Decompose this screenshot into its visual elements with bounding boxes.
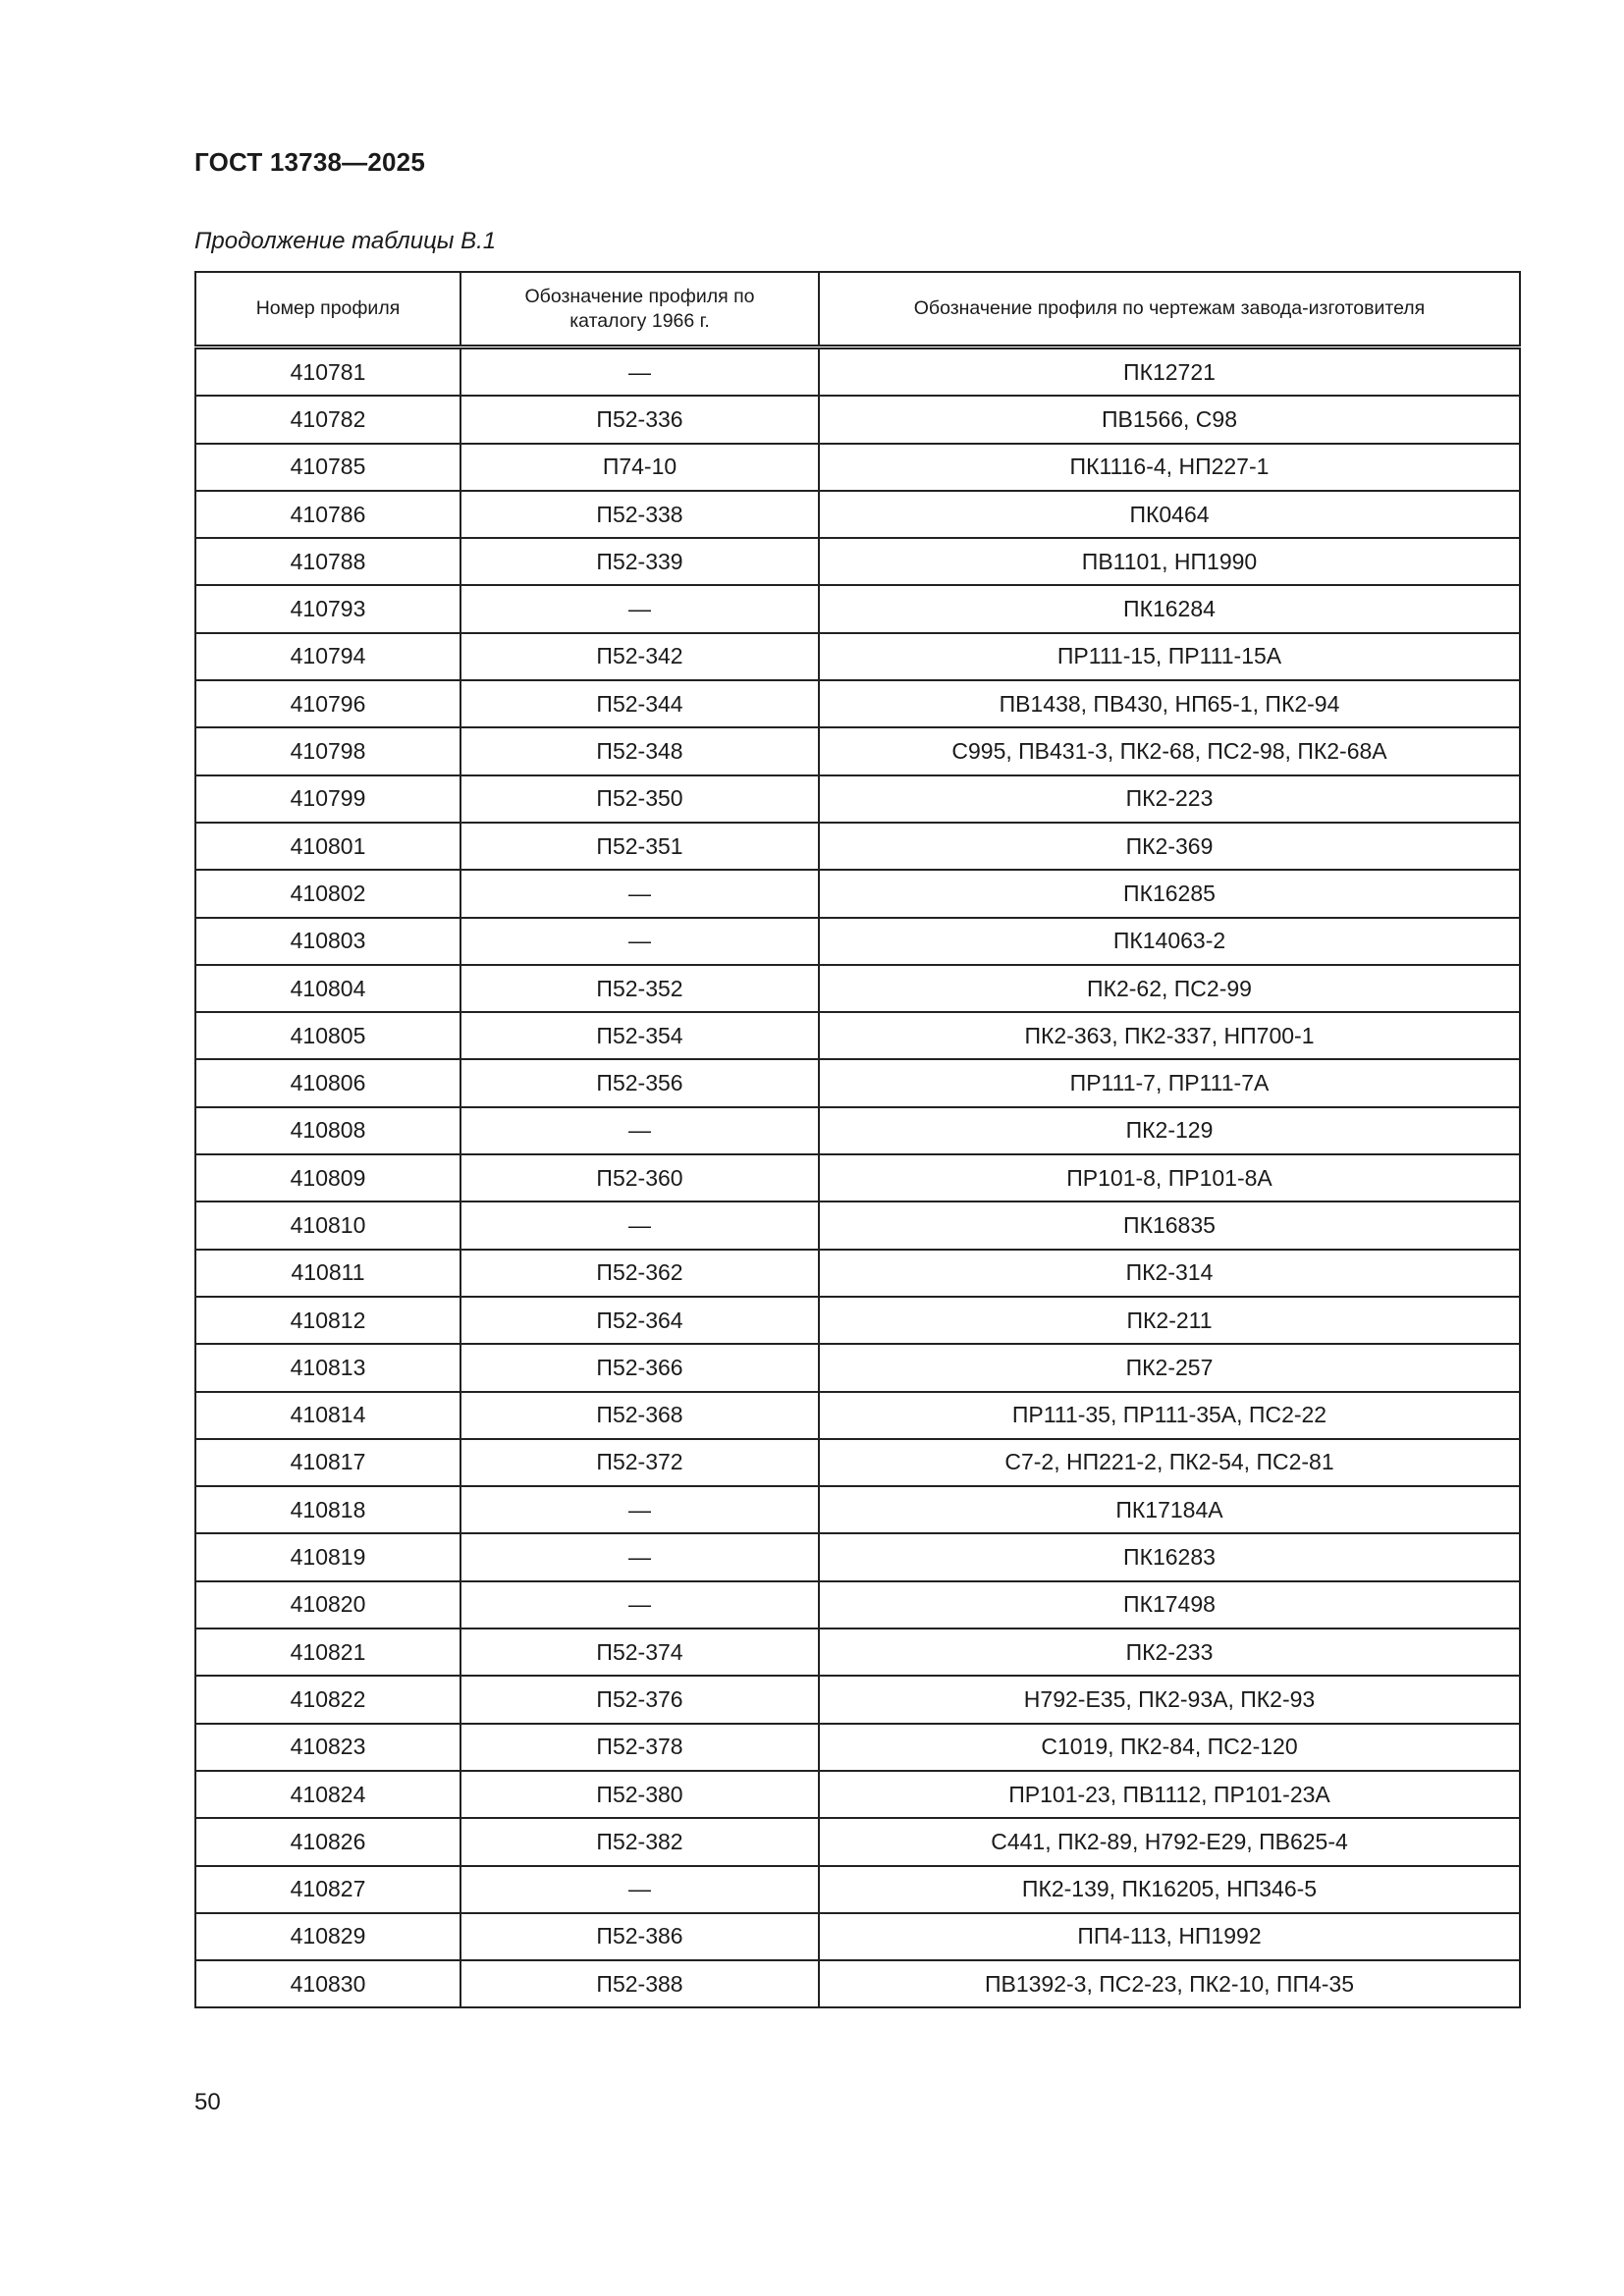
cell-profile-number: 410788 bbox=[195, 538, 460, 585]
table-row bbox=[195, 1533, 1520, 1580]
cell-factory-designation: С7-2, НП221-2, ПК2-54, ПС2-81 bbox=[819, 1439, 1520, 1486]
cell-catalog-1966: П52-380 bbox=[460, 1771, 819, 1818]
table-row bbox=[195, 918, 1520, 965]
cell-factory-designation: ПК16284 bbox=[819, 585, 1520, 632]
cell-profile-number: 410808 bbox=[195, 1107, 460, 1154]
page-number: 50 bbox=[194, 2089, 221, 2115]
table-row bbox=[195, 1392, 1520, 1439]
cell-factory-designation: ПК2-257 bbox=[819, 1344, 1520, 1391]
cell-catalog-1966: П52-342 bbox=[460, 633, 819, 680]
cell-factory-designation: ПК2-139, ПК16205, НП346-5 bbox=[819, 1866, 1520, 1913]
cell-catalog-1966: П52-354 bbox=[460, 1012, 819, 1059]
cell-catalog-1966: П52-364 bbox=[460, 1297, 819, 1344]
cell-profile-number: 410818 bbox=[195, 1486, 460, 1533]
cell-catalog-1966: — bbox=[460, 1107, 819, 1154]
cell-profile-number: 410786 bbox=[195, 491, 460, 538]
cell-profile-number: 410820 bbox=[195, 1581, 460, 1629]
table-row bbox=[195, 965, 1520, 1012]
cell-profile-number: 410812 bbox=[195, 1297, 460, 1344]
cell-profile-number: 410823 bbox=[195, 1724, 460, 1771]
table-row bbox=[195, 680, 1520, 727]
column-header-catalog-1966: Обозначение профиля по каталогу 1966 г. bbox=[460, 272, 819, 347]
cell-profile-number: 410824 bbox=[195, 1771, 460, 1818]
cell-catalog-1966: П52-348 bbox=[460, 727, 819, 774]
cell-profile-number: 410821 bbox=[195, 1629, 460, 1676]
cell-factory-designation: ПВ1392-3, ПС2-23, ПК2-10, ПП4-35 bbox=[819, 1960, 1520, 2007]
cell-profile-number: 410802 bbox=[195, 870, 460, 917]
cell-profile-number: 410785 bbox=[195, 444, 460, 491]
cell-factory-designation: ПР101-23, ПВ1112, ПР101-23А bbox=[819, 1771, 1520, 1818]
table-row bbox=[195, 1960, 1520, 2007]
cell-catalog-1966: — bbox=[460, 870, 819, 917]
profile-table bbox=[194, 271, 1521, 2008]
table-row bbox=[195, 870, 1520, 917]
cell-profile-number: 410781 bbox=[195, 347, 460, 397]
document-header: ГОСТ 13738—2025 bbox=[194, 147, 425, 177]
table-row bbox=[195, 1012, 1520, 1059]
table-header-row bbox=[195, 272, 1520, 347]
cell-factory-designation: ПР111-35, ПР111-35А, ПС2-22 bbox=[819, 1392, 1520, 1439]
cell-catalog-1966: П52-386 bbox=[460, 1913, 819, 1960]
cell-profile-number: 410827 bbox=[195, 1866, 460, 1913]
cell-profile-number: 410809 bbox=[195, 1154, 460, 1201]
cell-factory-designation: ПП4-113, НП1992 bbox=[819, 1913, 1520, 1960]
table-row bbox=[195, 1297, 1520, 1344]
table-row bbox=[195, 775, 1520, 823]
column-header-factory-drawings: Обозначение профиля по чертежам завода-изготовителя bbox=[819, 272, 1520, 347]
cell-catalog-1966: П52-376 bbox=[460, 1676, 819, 1723]
cell-profile-number: 410796 bbox=[195, 680, 460, 727]
cell-profile-number: 410822 bbox=[195, 1676, 460, 1723]
cell-factory-designation: С441, ПК2-89, Н792-Е29, ПВ625-4 bbox=[819, 1818, 1520, 1865]
table-row bbox=[195, 823, 1520, 870]
column-header-profile-number: Номер профиля bbox=[195, 272, 460, 347]
cell-factory-designation: ПК17498 bbox=[819, 1581, 1520, 1629]
cell-factory-designation: ПК2-369 bbox=[819, 823, 1520, 870]
cell-profile-number: 410793 bbox=[195, 585, 460, 632]
table-row bbox=[195, 1439, 1520, 1486]
cell-factory-designation: ПВ1101, НП1990 bbox=[819, 538, 1520, 585]
table-row bbox=[195, 347, 1520, 397]
cell-catalog-1966: — bbox=[460, 918, 819, 965]
cell-catalog-1966: П52-350 bbox=[460, 775, 819, 823]
cell-factory-designation: ПК17184А bbox=[819, 1486, 1520, 1533]
table-row bbox=[195, 1724, 1520, 1771]
cell-catalog-1966: — bbox=[460, 1533, 819, 1580]
cell-profile-number: 410817 bbox=[195, 1439, 460, 1486]
table-row bbox=[195, 396, 1520, 443]
cell-profile-number: 410798 bbox=[195, 727, 460, 774]
table-row bbox=[195, 1107, 1520, 1154]
cell-factory-designation: ПК2-363, ПК2-337, НП700-1 bbox=[819, 1012, 1520, 1059]
cell-factory-designation: ПК16835 bbox=[819, 1201, 1520, 1249]
cell-factory-designation: ПК2-223 bbox=[819, 775, 1520, 823]
cell-factory-designation: ПК2-233 bbox=[819, 1629, 1520, 1676]
cell-catalog-1966: П52-344 bbox=[460, 680, 819, 727]
table-row bbox=[195, 1913, 1520, 1960]
cell-factory-designation: Н792-Е35, ПК2-93А, ПК2-93 bbox=[819, 1676, 1520, 1723]
cell-factory-designation: ПК2-314 bbox=[819, 1250, 1520, 1297]
cell-catalog-1966: — bbox=[460, 1201, 819, 1249]
cell-factory-designation: ПР101-8, ПР101-8А bbox=[819, 1154, 1520, 1201]
cell-catalog-1966: П52-351 bbox=[460, 823, 819, 870]
cell-catalog-1966: П52-366 bbox=[460, 1344, 819, 1391]
cell-profile-number: 410810 bbox=[195, 1201, 460, 1249]
cell-catalog-1966: П52-382 bbox=[460, 1818, 819, 1865]
cell-profile-number: 410830 bbox=[195, 1960, 460, 2007]
table-row bbox=[195, 1629, 1520, 1676]
cell-factory-designation: ПК1116-4, НП227-1 bbox=[819, 444, 1520, 491]
table-row bbox=[195, 727, 1520, 774]
cell-catalog-1966: П74-10 bbox=[460, 444, 819, 491]
table-row bbox=[195, 1154, 1520, 1201]
table-caption: Продолжение таблицы В.1 bbox=[194, 228, 497, 254]
cell-catalog-1966: П52-352 bbox=[460, 965, 819, 1012]
cell-catalog-1966: — bbox=[460, 1581, 819, 1629]
cell-factory-designation: С995, ПВ431-3, ПК2-68, ПС2-98, ПК2-68А bbox=[819, 727, 1520, 774]
cell-profile-number: 410804 bbox=[195, 965, 460, 1012]
cell-catalog-1966: П52-360 bbox=[460, 1154, 819, 1201]
table-body bbox=[195, 347, 1520, 2008]
table-row bbox=[195, 585, 1520, 632]
table-row bbox=[195, 1818, 1520, 1865]
table-row bbox=[195, 1676, 1520, 1723]
cell-profile-number: 410813 bbox=[195, 1344, 460, 1391]
cell-profile-number: 410811 bbox=[195, 1250, 460, 1297]
cell-catalog-1966: П52-374 bbox=[460, 1629, 819, 1676]
table-row bbox=[195, 1344, 1520, 1391]
cell-factory-designation: ПР111-7, ПР111-7А bbox=[819, 1059, 1520, 1106]
cell-profile-number: 410803 bbox=[195, 918, 460, 965]
cell-profile-number: 410805 bbox=[195, 1012, 460, 1059]
cell-catalog-1966: — bbox=[460, 347, 819, 397]
cell-factory-designation: ПВ1438, ПВ430, НП65-1, ПК2-94 bbox=[819, 680, 1520, 727]
cell-profile-number: 410806 bbox=[195, 1059, 460, 1106]
table-row bbox=[195, 444, 1520, 491]
table-row bbox=[195, 1581, 1520, 1629]
cell-catalog-1966: П52-338 bbox=[460, 491, 819, 538]
cell-catalog-1966: П52-336 bbox=[460, 396, 819, 443]
cell-profile-number: 410794 bbox=[195, 633, 460, 680]
cell-factory-designation: С1019, ПК2-84, ПС2-120 bbox=[819, 1724, 1520, 1771]
cell-factory-designation: ПК12721 bbox=[819, 347, 1520, 397]
cell-catalog-1966: — bbox=[460, 1866, 819, 1913]
table-row bbox=[195, 1866, 1520, 1913]
cell-factory-designation: ПК16285 bbox=[819, 870, 1520, 917]
cell-catalog-1966: П52-372 bbox=[460, 1439, 819, 1486]
cell-catalog-1966: П52-378 bbox=[460, 1724, 819, 1771]
cell-catalog-1966: П52-356 bbox=[460, 1059, 819, 1106]
cell-catalog-1966: П52-388 bbox=[460, 1960, 819, 2007]
cell-factory-designation: ПК2-129 bbox=[819, 1107, 1520, 1154]
cell-profile-number: 410782 bbox=[195, 396, 460, 443]
cell-catalog-1966: П52-362 bbox=[460, 1250, 819, 1297]
cell-factory-designation: ПК2-62, ПС2-99 bbox=[819, 965, 1520, 1012]
cell-factory-designation: ПР111-15, ПР111-15А bbox=[819, 633, 1520, 680]
table-row bbox=[195, 538, 1520, 585]
cell-profile-number: 410829 bbox=[195, 1913, 460, 1960]
table-row bbox=[195, 1771, 1520, 1818]
cell-catalog-1966: — bbox=[460, 585, 819, 632]
cell-catalog-1966: П52-368 bbox=[460, 1392, 819, 1439]
cell-profile-number: 410819 bbox=[195, 1533, 460, 1580]
table-row bbox=[195, 1486, 1520, 1533]
cell-profile-number: 410814 bbox=[195, 1392, 460, 1439]
table-row bbox=[195, 1250, 1520, 1297]
table-row bbox=[195, 491, 1520, 538]
table-row bbox=[195, 633, 1520, 680]
cell-profile-number: 410799 bbox=[195, 775, 460, 823]
cell-catalog-1966: — bbox=[460, 1486, 819, 1533]
cell-factory-designation: ПВ1566, С98 bbox=[819, 396, 1520, 443]
cell-factory-designation: ПК0464 bbox=[819, 491, 1520, 538]
cell-factory-designation: ПК14063-2 bbox=[819, 918, 1520, 965]
table-header bbox=[195, 272, 1520, 347]
table-row bbox=[195, 1201, 1520, 1249]
table-row bbox=[195, 1059, 1520, 1106]
cell-factory-designation: ПК2-211 bbox=[819, 1297, 1520, 1344]
cell-profile-number: 410826 bbox=[195, 1818, 460, 1865]
cell-catalog-1966: П52-339 bbox=[460, 538, 819, 585]
cell-profile-number: 410801 bbox=[195, 823, 460, 870]
cell-factory-designation: ПК16283 bbox=[819, 1533, 1520, 1580]
